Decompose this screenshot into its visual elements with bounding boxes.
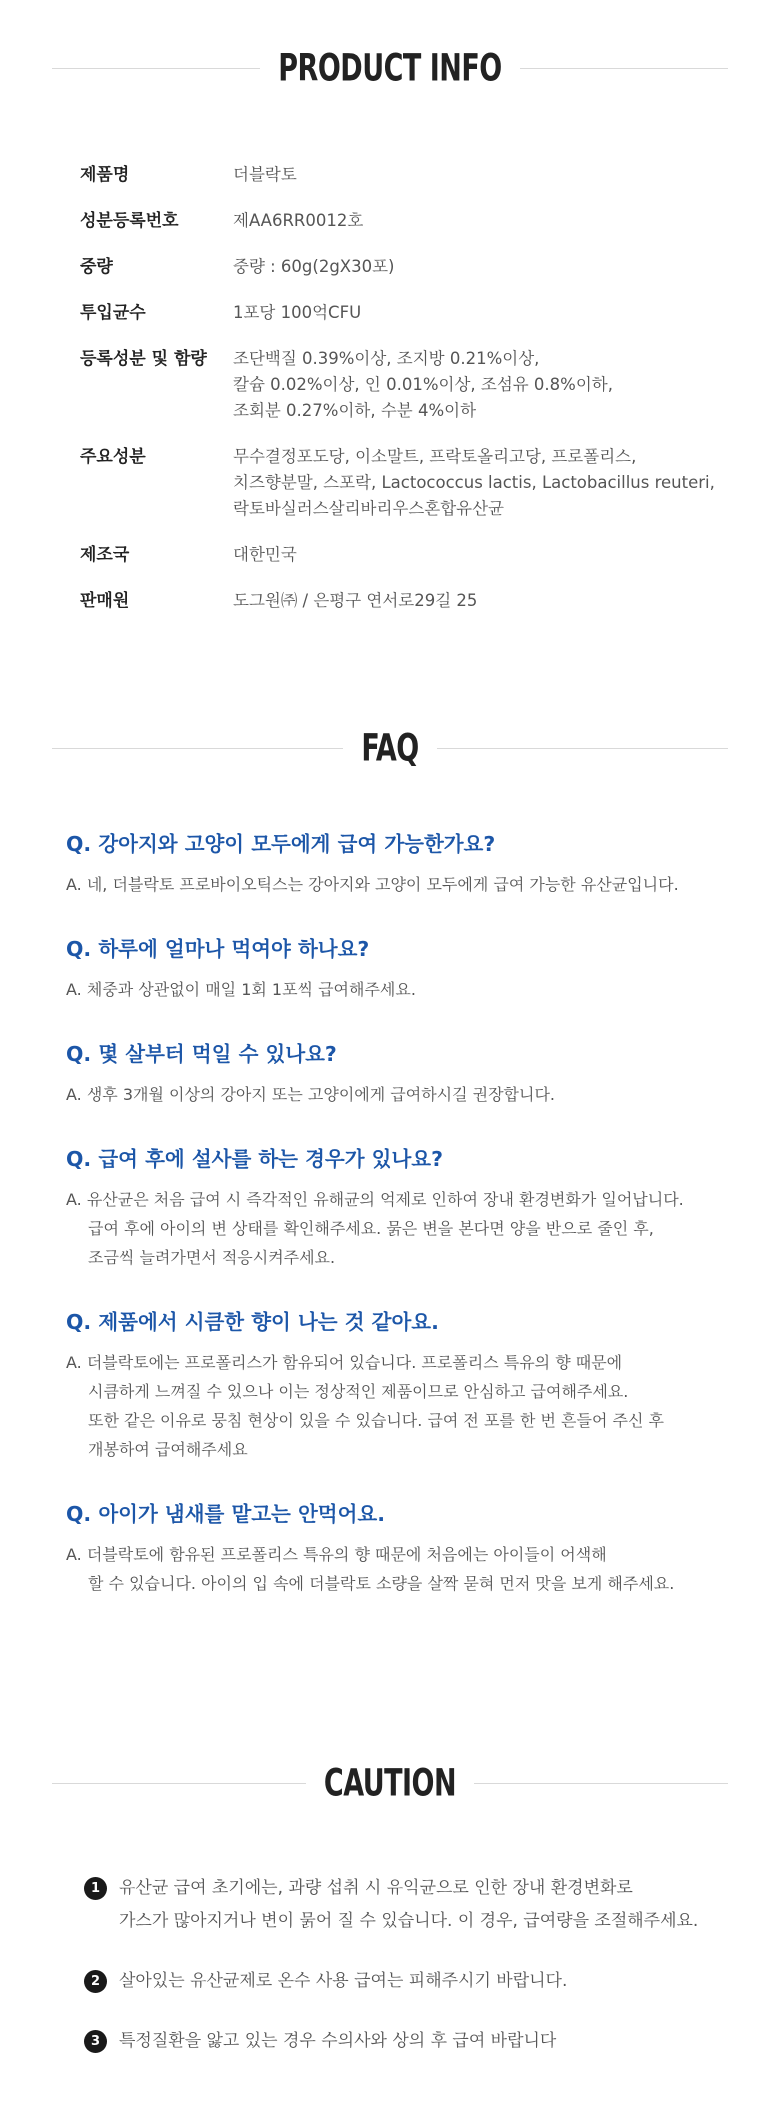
faq-item	[66, 1498, 746, 1598]
info-value	[233, 208, 720, 234]
faq-answer	[66, 1348, 746, 1464]
faq-answer-line: A. 네, 더블락토 프로바이오틱스는 강아지와 고양이 모두에게 급여 가능한 유산균입니다.	[66, 875, 679, 894]
info-value-line: 무수결정포도당, 이소말트, 프락토올리고당, 프로폴리스,	[233, 447, 637, 466]
info-value	[233, 162, 720, 188]
info-row	[80, 162, 720, 188]
info-value-line: 제AA6RR0012호	[233, 211, 364, 230]
faq-answer	[66, 1080, 746, 1109]
info-value-line: 도그원㈜ / 은평구 연서로29길 25	[233, 591, 478, 610]
header-rule-left	[52, 748, 343, 749]
caution-line: 유산균 급여 초기에는, 과량 섭취 시 유익균으로 인한 장내 환경변화로	[119, 1878, 633, 1898]
info-value-line: 중량 : 60g(2gX30포)	[233, 257, 395, 276]
caution-title: CAUTION	[323, 1761, 457, 1805]
faq-answer-line: A. 더블락토에 함유된 프로폴리스 특유의 향 때문에 처음에는 아이들이 어색해	[66, 1545, 607, 1564]
caution-text	[119, 1965, 567, 1998]
faq-question: Q. 하루에 얼마나 먹여야 하나요?	[66, 937, 370, 961]
faq-answer-line: 급여 후에 아이의 변 상태를 확인해주세요. 묽은 변을 본다면 양을 반으로 줄인 후,	[88, 1219, 654, 1238]
info-value	[233, 346, 720, 424]
header-rule-right	[437, 748, 728, 749]
faq-answer	[66, 1185, 746, 1272]
caution-line: 특정질환을 앓고 있는 경우 수의사와 상의 후 급여 바랍니다	[119, 2031, 557, 2051]
number-badge-icon: 3	[84, 2030, 107, 2053]
header-rule-right	[474, 1783, 728, 1784]
faq-answer	[66, 975, 746, 1004]
info-value-line: 칼슘 0.02%이상, 인 0.01%이상, 조섬유 0.8%이하,	[233, 375, 613, 394]
faq-item	[66, 828, 746, 899]
faq-item	[66, 933, 746, 1004]
info-value	[233, 300, 720, 326]
faq-title: FAQ	[361, 726, 419, 770]
info-value-line: 대한민국	[233, 545, 297, 564]
faq-item	[66, 1038, 746, 1109]
faq-question: Q. 급여 후에 설사를 하는 경우가 있나요?	[66, 1147, 443, 1171]
faq-answer-line: 개봉하여 급여해주세요	[88, 1440, 248, 1459]
header-rule-left	[52, 1783, 306, 1784]
info-value-line: 치즈향분말, 스포락, Lactococcus lactis, Lactobacillus reuteri,	[233, 473, 715, 492]
caution-line: 살아있는 유산균제로 온수 사용 급여는 피해주시기 바랍니다.	[119, 1971, 568, 1991]
faq-answer	[66, 1540, 746, 1598]
info-value-line: 락토바실러스살리바리우스혼합유산균	[233, 499, 504, 518]
caution-text	[119, 2025, 556, 2058]
caution-item	[84, 1872, 744, 1938]
faq-answer	[66, 870, 746, 899]
info-label: 제품명	[80, 165, 130, 185]
info-value-line: 조회분 0.27%이하, 수분 4%이하	[233, 401, 477, 420]
faq-question: Q. 제품에서 시큼한 향이 나는 것 같아요.	[66, 1310, 439, 1334]
info-label: 판매원	[80, 591, 130, 611]
info-label: 등록성분 및 함량	[80, 349, 207, 369]
caution-item	[84, 2025, 744, 2058]
faq-answer-line: A. 생후 3개월 이상의 강아지 또는 고양이에게 급여하시길 권장합니다.	[66, 1085, 556, 1104]
info-value-line: 1포당 100억CFU	[233, 303, 362, 322]
info-label: 주요성분	[80, 447, 146, 467]
faq-answer-line: A. 유산균은 처음 급여 시 즉각적인 유해균의 억제로 인하여 장내 환경변화가 일어납니다.	[66, 1190, 684, 1209]
info-value	[233, 542, 720, 568]
caution-header	[52, 1758, 728, 1808]
info-value	[233, 444, 720, 522]
faq-answer-line: 시큼하게 느껴질 수 있으나 이는 정상적인 제품이므로 안심하고 급여해주세요.	[88, 1382, 629, 1401]
number-badge-icon: 2	[84, 1970, 107, 1993]
info-label: 투입균수	[80, 303, 146, 323]
faq-answer-line: 할 수 있습니다. 아이의 입 속에 더블락토 소량을 살짝 묻혀 먼저 맛을 보게 해주세요.	[88, 1574, 675, 1593]
info-value-line: 조단백질 0.39%이상, 조지방 0.21%이상,	[233, 349, 540, 368]
caution-list	[84, 1872, 744, 2085]
faq-question: Q. 몇 살부터 먹일 수 있나요?	[66, 1042, 337, 1066]
faq-answer-line: A. 더블락토에는 프로폴리스가 함유되어 있습니다. 프로폴리스 특유의 향 때문에	[66, 1353, 623, 1372]
info-label: 중량	[80, 257, 113, 277]
info-label: 제조국	[80, 545, 130, 565]
header-rule-left	[52, 68, 260, 69]
caution-line: 가스가 많아지거나 변이 묽어 질 수 있습니다. 이 경우, 급여량을 조절해주세요.	[119, 1911, 699, 1931]
header-rule-right	[520, 68, 728, 69]
faq-answer-line: 조금씩 늘려가면서 적응시켜주세요.	[88, 1248, 336, 1267]
faq-answer-line: 또한 같은 이유로 뭉침 현상이 있을 수 있습니다. 급여 전 포를 한 번 흔들어 주신 후	[88, 1411, 664, 1430]
product-info-title: PRODUCT INFO	[278, 46, 502, 90]
info-row	[80, 444, 720, 522]
info-value	[233, 254, 720, 280]
faq-question: Q. 아이가 냄새를 맡고는 안먹어요.	[66, 1502, 385, 1526]
info-row	[80, 588, 720, 614]
info-value-line: 더블락토	[233, 165, 297, 184]
product-info-table	[80, 162, 720, 634]
faq-answer-line: A. 체중과 상관없이 매일 1회 1포씩 급여해주세요.	[66, 980, 416, 999]
info-value	[233, 588, 720, 614]
info-row	[80, 542, 720, 568]
info-row	[80, 346, 720, 424]
faq-item	[66, 1306, 746, 1464]
number-badge-icon: 1	[84, 1877, 107, 1900]
faq-list	[66, 828, 746, 1632]
product-info-header	[52, 43, 728, 93]
info-label: 성분등록번호	[80, 211, 179, 231]
caution-text	[119, 1872, 698, 1938]
faq-question: Q. 강아지와 고양이 모두에게 급여 가능한가요?	[66, 832, 496, 856]
info-row	[80, 254, 720, 280]
faq-item	[66, 1143, 746, 1272]
faq-header	[52, 723, 728, 773]
info-row	[80, 300, 720, 326]
info-row	[80, 208, 720, 234]
caution-item	[84, 1965, 744, 1998]
